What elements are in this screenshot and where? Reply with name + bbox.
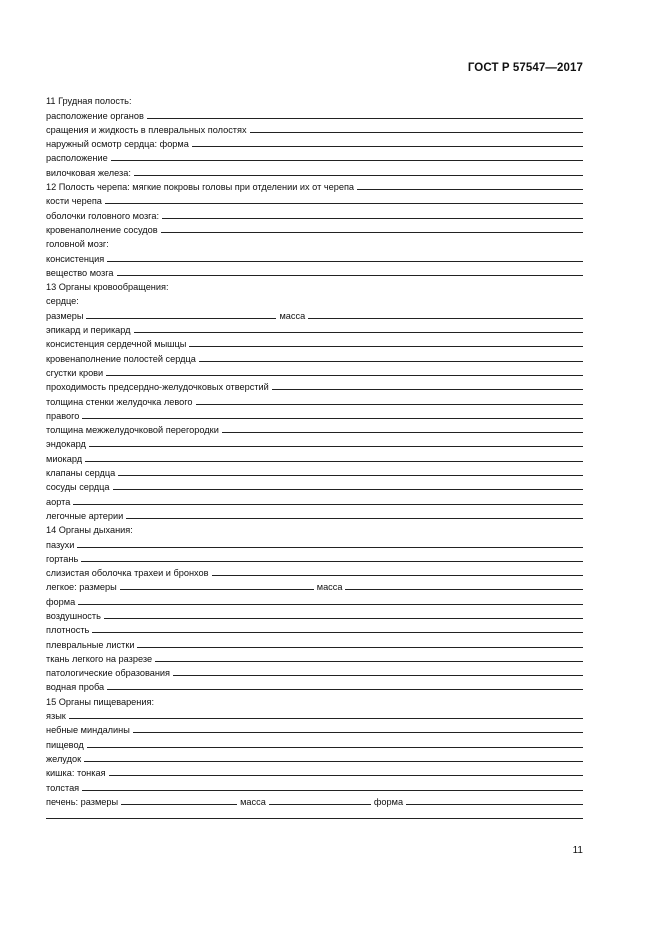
form-row[interactable]: эпикард и перикард (46, 321, 583, 335)
form-row[interactable]: вилочковая железа: (46, 163, 583, 177)
subsection-title: сердце: (46, 296, 79, 307)
form-row[interactable]: желудок (46, 750, 583, 764)
form-row[interactable]: плевральные листки (46, 635, 583, 649)
section-13-title: 13 Органы кровообращения: (46, 282, 169, 293)
form-row[interactable]: сращения и жидкость в плевральных полостях (46, 121, 583, 135)
form-row[interactable]: правого (46, 407, 583, 421)
form-row[interactable]: консистенция (46, 249, 583, 263)
form-row[interactable]: пищевод (46, 735, 583, 749)
form-row[interactable]: вещество мозга (46, 264, 583, 278)
form-row[interactable]: слизистая оболочка трахеи и бронхов (46, 564, 583, 578)
form-row[interactable]: пазухи (46, 535, 583, 549)
blank-row[interactable] (46, 807, 583, 821)
form-row[interactable]: толщина межжелудочковой перегородки (46, 421, 583, 435)
section-15-title: 15 Органы пищеварения: (46, 696, 155, 707)
form-row[interactable]: эндокард (46, 435, 583, 449)
form-row[interactable]: аорта (46, 492, 583, 506)
heart-size-mass-row[interactable]: размеры масса (46, 306, 583, 320)
form-row[interactable]: расположение органов (46, 106, 583, 120)
section-12-title[interactable]: 12 Полость черепа: мягкие покровы головы при отделении их от черепа (46, 178, 583, 192)
lungs-size-mass-row[interactable]: легкое: размеры масса (46, 578, 583, 592)
form-row[interactable]: плотность (46, 621, 583, 635)
form-row[interactable]: сгустки крови (46, 364, 583, 378)
form-row[interactable]: расположение (46, 149, 583, 163)
form-row[interactable]: кости черепа (46, 192, 583, 206)
form-row[interactable]: водная проба (46, 678, 583, 692)
form-row[interactable]: ткань легкого на разрезе (46, 650, 583, 664)
form-row[interactable]: кишка: тонкая (46, 764, 583, 778)
liver-size-mass-form-row[interactable]: печень: размеры масса форма (46, 793, 583, 807)
form-row[interactable]: легочные артерии (46, 507, 583, 521)
form-row[interactable]: толщина стенки желудочка левого (46, 392, 583, 406)
document-code: ГОСТ Р 57547—2017 (467, 62, 583, 74)
form-row[interactable]: сосуды сердца (46, 478, 583, 492)
form-row[interactable]: миокард (46, 449, 583, 463)
form-row[interactable]: форма (46, 592, 583, 606)
page-number: 11 (572, 845, 583, 856)
form-row[interactable]: небные миндалины (46, 721, 583, 735)
section-14-title: 14 Органы дыхания: (46, 525, 133, 536)
subsection-title: головной мозг: (46, 239, 109, 250)
form-row[interactable]: гортань (46, 550, 583, 564)
form-row[interactable]: проходимость предсердно-желудочковых отверстий (46, 378, 583, 392)
form-row[interactable]: толстая (46, 778, 583, 792)
form-row[interactable]: язык (46, 707, 583, 721)
form-row[interactable]: консистенция сердечной мышцы (46, 335, 583, 349)
section-11-title: 11 Грудная полость: (46, 96, 132, 107)
form-row[interactable]: клапаны сердца (46, 464, 583, 478)
form-row[interactable]: воздушность (46, 607, 583, 621)
form-row[interactable]: кровенаполнение сосудов (46, 221, 583, 235)
form-row[interactable]: патологические образования (46, 664, 583, 678)
form-content (46, 92, 583, 821)
form-row[interactable]: наружный осмотр сердца: форма (46, 135, 583, 149)
form-row[interactable]: оболочки головного мозга: (46, 206, 583, 220)
form-row[interactable]: кровенаполнение полостей сердца (46, 349, 583, 363)
